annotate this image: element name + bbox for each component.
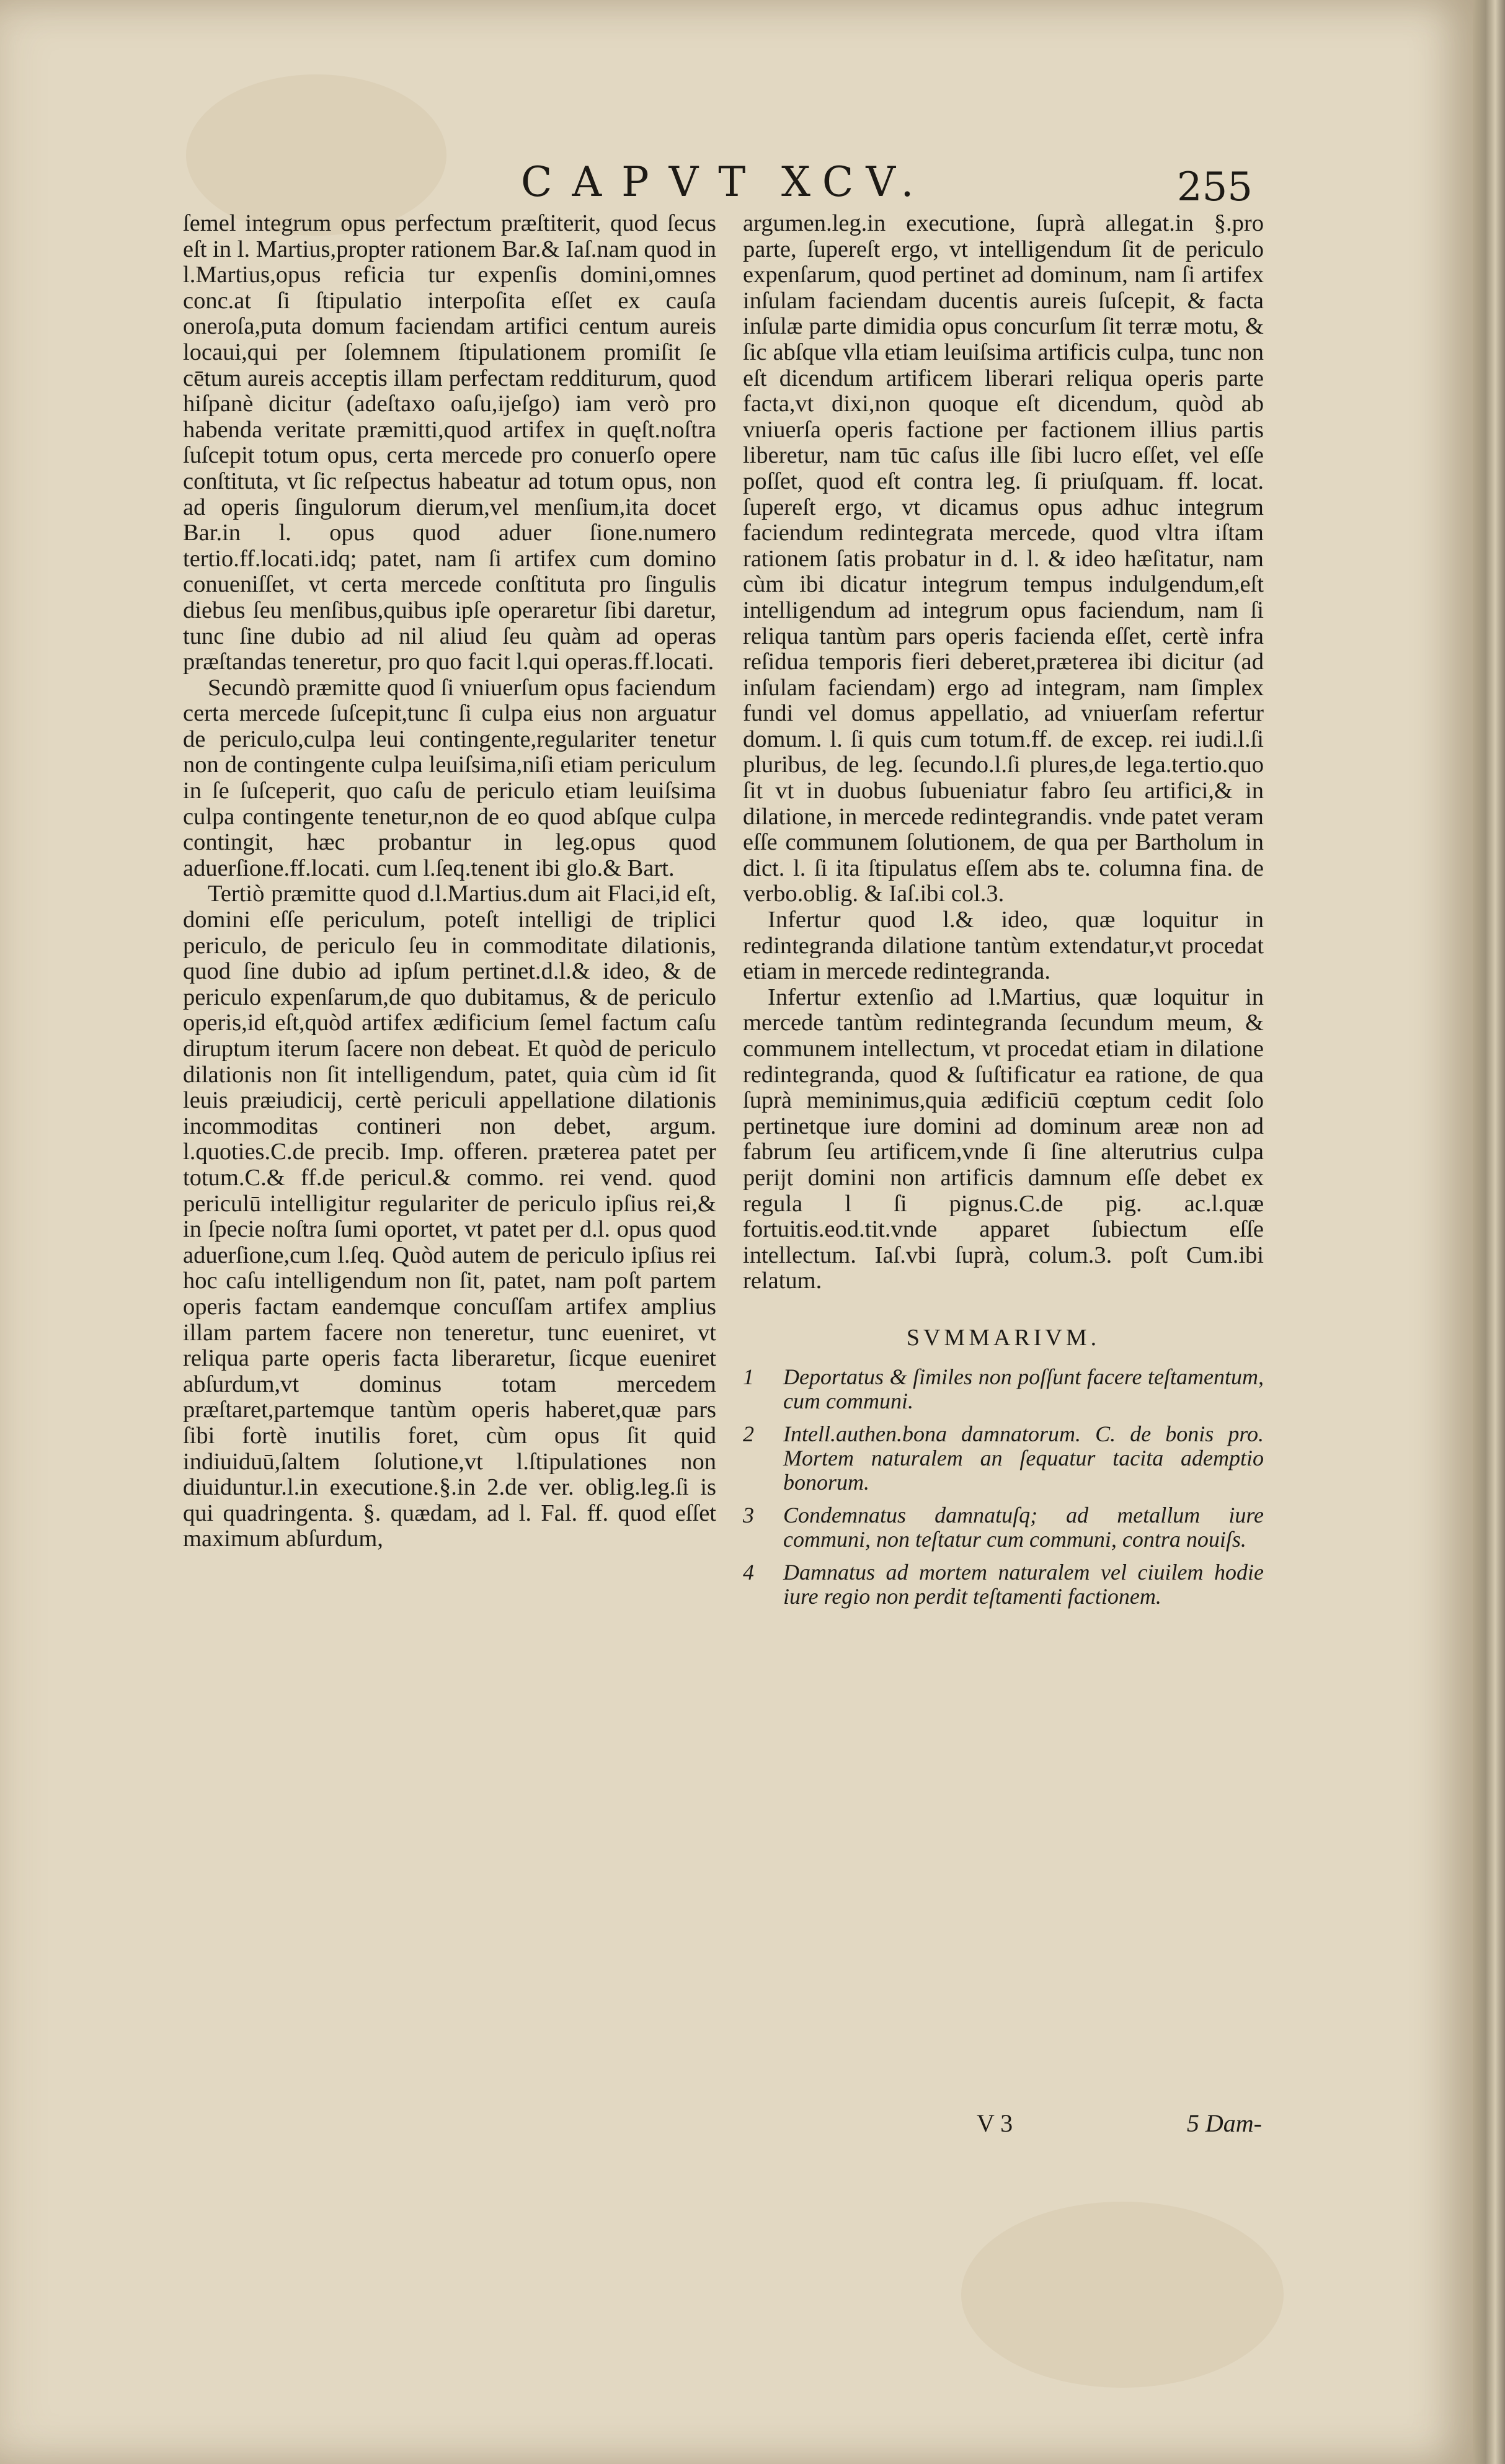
- summary-title: SVMMARIVM.: [906, 1324, 1101, 1351]
- summary-item: [743, 1503, 1264, 1552]
- summary-item-number: 3: [743, 1502, 754, 1528]
- paragraph: argumen.leg.in executione, ſuprà allegat.in §.pro parte, ſupereſt ergo, vt intelligendum ſit de periculo expenſarum, quod pertinet ad dominum, nam ſi artifex inſulam faciendam ducentis aureis ſuſcepit, & facta inſulæ parte dimidia opus concurſum ſit terræ motu, & ſic abſque vlla etiam leuiſsima artificis culpa, tunc non eſt dicendum artificem liberari reliqua operis parte facta,vt dixi,non quoque eſt dicendum, quòd ab vniuerſa operis factione per factionem illius partis liberetur, nam tūc caſus ille ſibi lucro eſſet, vel eſſe poſſet, quod eſt contra leg. ſi priuſquam. ff. locat. ſupereſt ergo, vt dicamus opus adhuc integrum faciendum redintegrata mercede, quod vltra iſtam rationem ſatis probatur in d. l. & ideo hæſitatur, nam cùm ibi dicatur integrum tempus indulgendum,eſt intelligendum ad integrum opus faciendum, nam ſi reliqua tantùm pars operis facienda eſſet, certè infra reſidua temporis fieri deberet,præterea ibi dicitur (ad inſulam faciendam) ergo ad integram, nam ſimplex fundi vel domus appellatio, ad vniuerſam refertur domum. l. ſi quis cum totum.ff. de excep. rei iudi.l.ſi pluribus, de leg. ſecundo.l.ſi plures,de lega.tertio.quo ſit vt in duobus ſubueniatur fabro ſeu artifici,& in dilatione, in mercede redintegrandis. vnde patet veram eſſe communem ſolutionem, de qua per Bartholum in dict. l. ſi ita ſtipulatus eſſem abs te. columna fina. de verbo.oblig. & Iaſ.ibi col.3.: [743, 210, 1264, 907]
- summary-item: [743, 1560, 1264, 1609]
- summary-item-number: 2: [743, 1421, 754, 1446]
- paragraph: ſemel integrum opus perfectum præſtiterit, quod ſecus eſt in l. Martius,propter rationem Bar.& Iaſ.nam quod in l.Martius,opus reficia tur expenſis domini,omnes conc.at ſi ſtipulatio interpoſita eſſet ex cauſa oneroſa,puta domum faciendam artifici centum aureis locaui,qui per ſolemnem ſtipulationem promiſit ſe cētum aureis acceptis illam perfectam redditurum, quod hiſpanè dicitur (adeſtaxo oaſu,ijeſgo) iam verò pro habenda veritate præmitti,quod artifex in quęſt.noſtra ſuſcepit totum opus, certa mercede pro conuerſo opere conſtituta, vt ſic reſpectus habeatur ad totum opus, non ad operis ſingulorum dierum,vel menſium,ita docet Bar.in l. opus quod aduer ſione.numero tertio.ff.locati.idq; patet, nam ſi artifex cum domino conueniſſet, vt certa mercede conſtituta pro ſingulis diebus ſeu menſibus,quibus ipſe operaretur ſibi daretur, tunc ſine dubio ad nil aliud ſeu quàm ad operas præſtandas teneretur, pro quo facit l.qui operas.ff.locati.: [183, 210, 716, 675]
- page-footer: [977, 2109, 1262, 2146]
- book-page-edges: [1473, 0, 1505, 2464]
- summary-item-text: Deportatus & ſimiles non poſſunt facere teſtamentum, cum communi.: [783, 1364, 1264, 1413]
- summary-item: [743, 1365, 1264, 1413]
- paper-stain: [961, 2202, 1284, 2388]
- summary-item-number: 4: [743, 1559, 754, 1585]
- summary-item-number: 1: [743, 1364, 754, 1389]
- left-column: [183, 211, 716, 1552]
- page-number: 255: [1176, 164, 1253, 210]
- summary-item-text: Condemnatus damnatuſq; ad metallum iure communi, non teſtatur cum communi, contra nouiſs.: [783, 1502, 1264, 1552]
- right-column: [743, 211, 1264, 1617]
- header-caput: CAPVT: [521, 158, 766, 206]
- summary-item: [743, 1422, 1264, 1495]
- paragraph: Secundò præmitte quod ſi vniuerſum opus faciendum certa mercede ſuſcepit,tunc ſi culpa eius non arguatur de periculo,culpa leui contingente,regulariter tenetur non de contingente culpa leuiſsima,niſi etiam periculum in ſe ſuſceperit, quo caſu de periculo etiam leuiſsima culpa contingente tenetur,non de eo quod abſque culpa contingit, hæc probantur in leg.opus quod aduerſione.ff.locati. cum l.ſeq.tenent ibi glo.& Bart.: [183, 674, 716, 881]
- paragraph: Infertur quod l.& ideo, quæ loquitur in redintegranda dilatione tantùm extendatur,vt procedat etiam in mercede redintegranda.: [743, 907, 1264, 985]
- summary-item-text: Intell.authen.bona damnatorum. C. de bonis pro. Mortem naturalem an ſequatur tacita ademptio bonorum.: [783, 1421, 1264, 1495]
- header-chapter: XCV.: [781, 158, 926, 206]
- paragraph: Tertiò præmitte quod d.l.Martius.dum ait Flaci,id eſt, domini eſſe periculum, poteſt intelligi de triplici periculo, de periculo ſeu in commoditate dilationis, quod ſine dubio ad ipſum pertinet.d.l.& ideo, & de periculo expenſarum,de quo dubitamus, & de periculo operis,id eſt,quòd artifex ædificium ſemel factum caſu diruptum iterum ſacere non debeat. Et quòd de periculo dilationis non ſit intelligendum, patet, quia cùm id ſit leuis præiudicij, certè periculi appellatione dilationis incommoditas contineri non debet, argum. l.quoties.C.de precib. Imp. offeren. præterea patet per totum.C.& ff.de pericul.& commo. rei vend. quod periculū intelligitur regulariter de periculo ipſius rei,& in ſpecie noſtra ſumi oportet, vt patet per d.l. opus quod aduerſione,cum l.ſeq. Quòd autem de periculo ipſius rei hoc caſu intelligendum non ſit, patet, nam poſt partem operis factam eandemque concuſſam artifex amplius illam partem facere non teneretur, tunc eueniret, vt reliqua parte operis facta liberaretur, ſicque eueniret abſurdum,vt dominus totam mercedem præſtaret,partemque tantùm operis haberet,quæ pars ſibi fortè inutilis foret, cùm opus ſit quid indiuiduū,ſaltem ſolutione,vt l.ſtipulationes non diuiduntur.l.in executione.§.in 2.de ver. oblig.leg.ſi is qui quadringenta. §. quædam, ad l. Fal. ff. quod eſſet maximum abſurdum,: [183, 881, 716, 1552]
- signature-mark: V 3: [977, 2109, 1013, 2137]
- running-header: [521, 158, 1253, 208]
- summary-item-text: Damnatus ad mortem naturalem vel ciuilem hodie iure regio non perdit teſtamenti factionem.: [783, 1559, 1264, 1609]
- catchword: 5 Dam-: [1186, 2109, 1262, 2137]
- paragraph: Infertur extenſio ad l.Martius, quæ loquitur in mercede tantùm redintegranda ſecundum meum, & communem intellectum, vt procedat etiam in dilatione redintegranda, quod & ſuſtificatur ea ratione, de qua ſuprà meminimus,quia ædificiū cœptum cedit ſolo pertinetque iure domini ad dominum areæ non ad fabrum ſeu artificem,vnde ſi ſine alterutrius culpa perijt domini non artificis damnum eſſe debet ex regula l ſi pignus.C.de pig. ac.l.quæ fortuitis.eod.tit.vnde apparet ſubiectum eſſe intellectum. Iaſ.vbi ſuprà, colum.3. poſt Cum.ibi relatum.: [743, 984, 1264, 1294]
